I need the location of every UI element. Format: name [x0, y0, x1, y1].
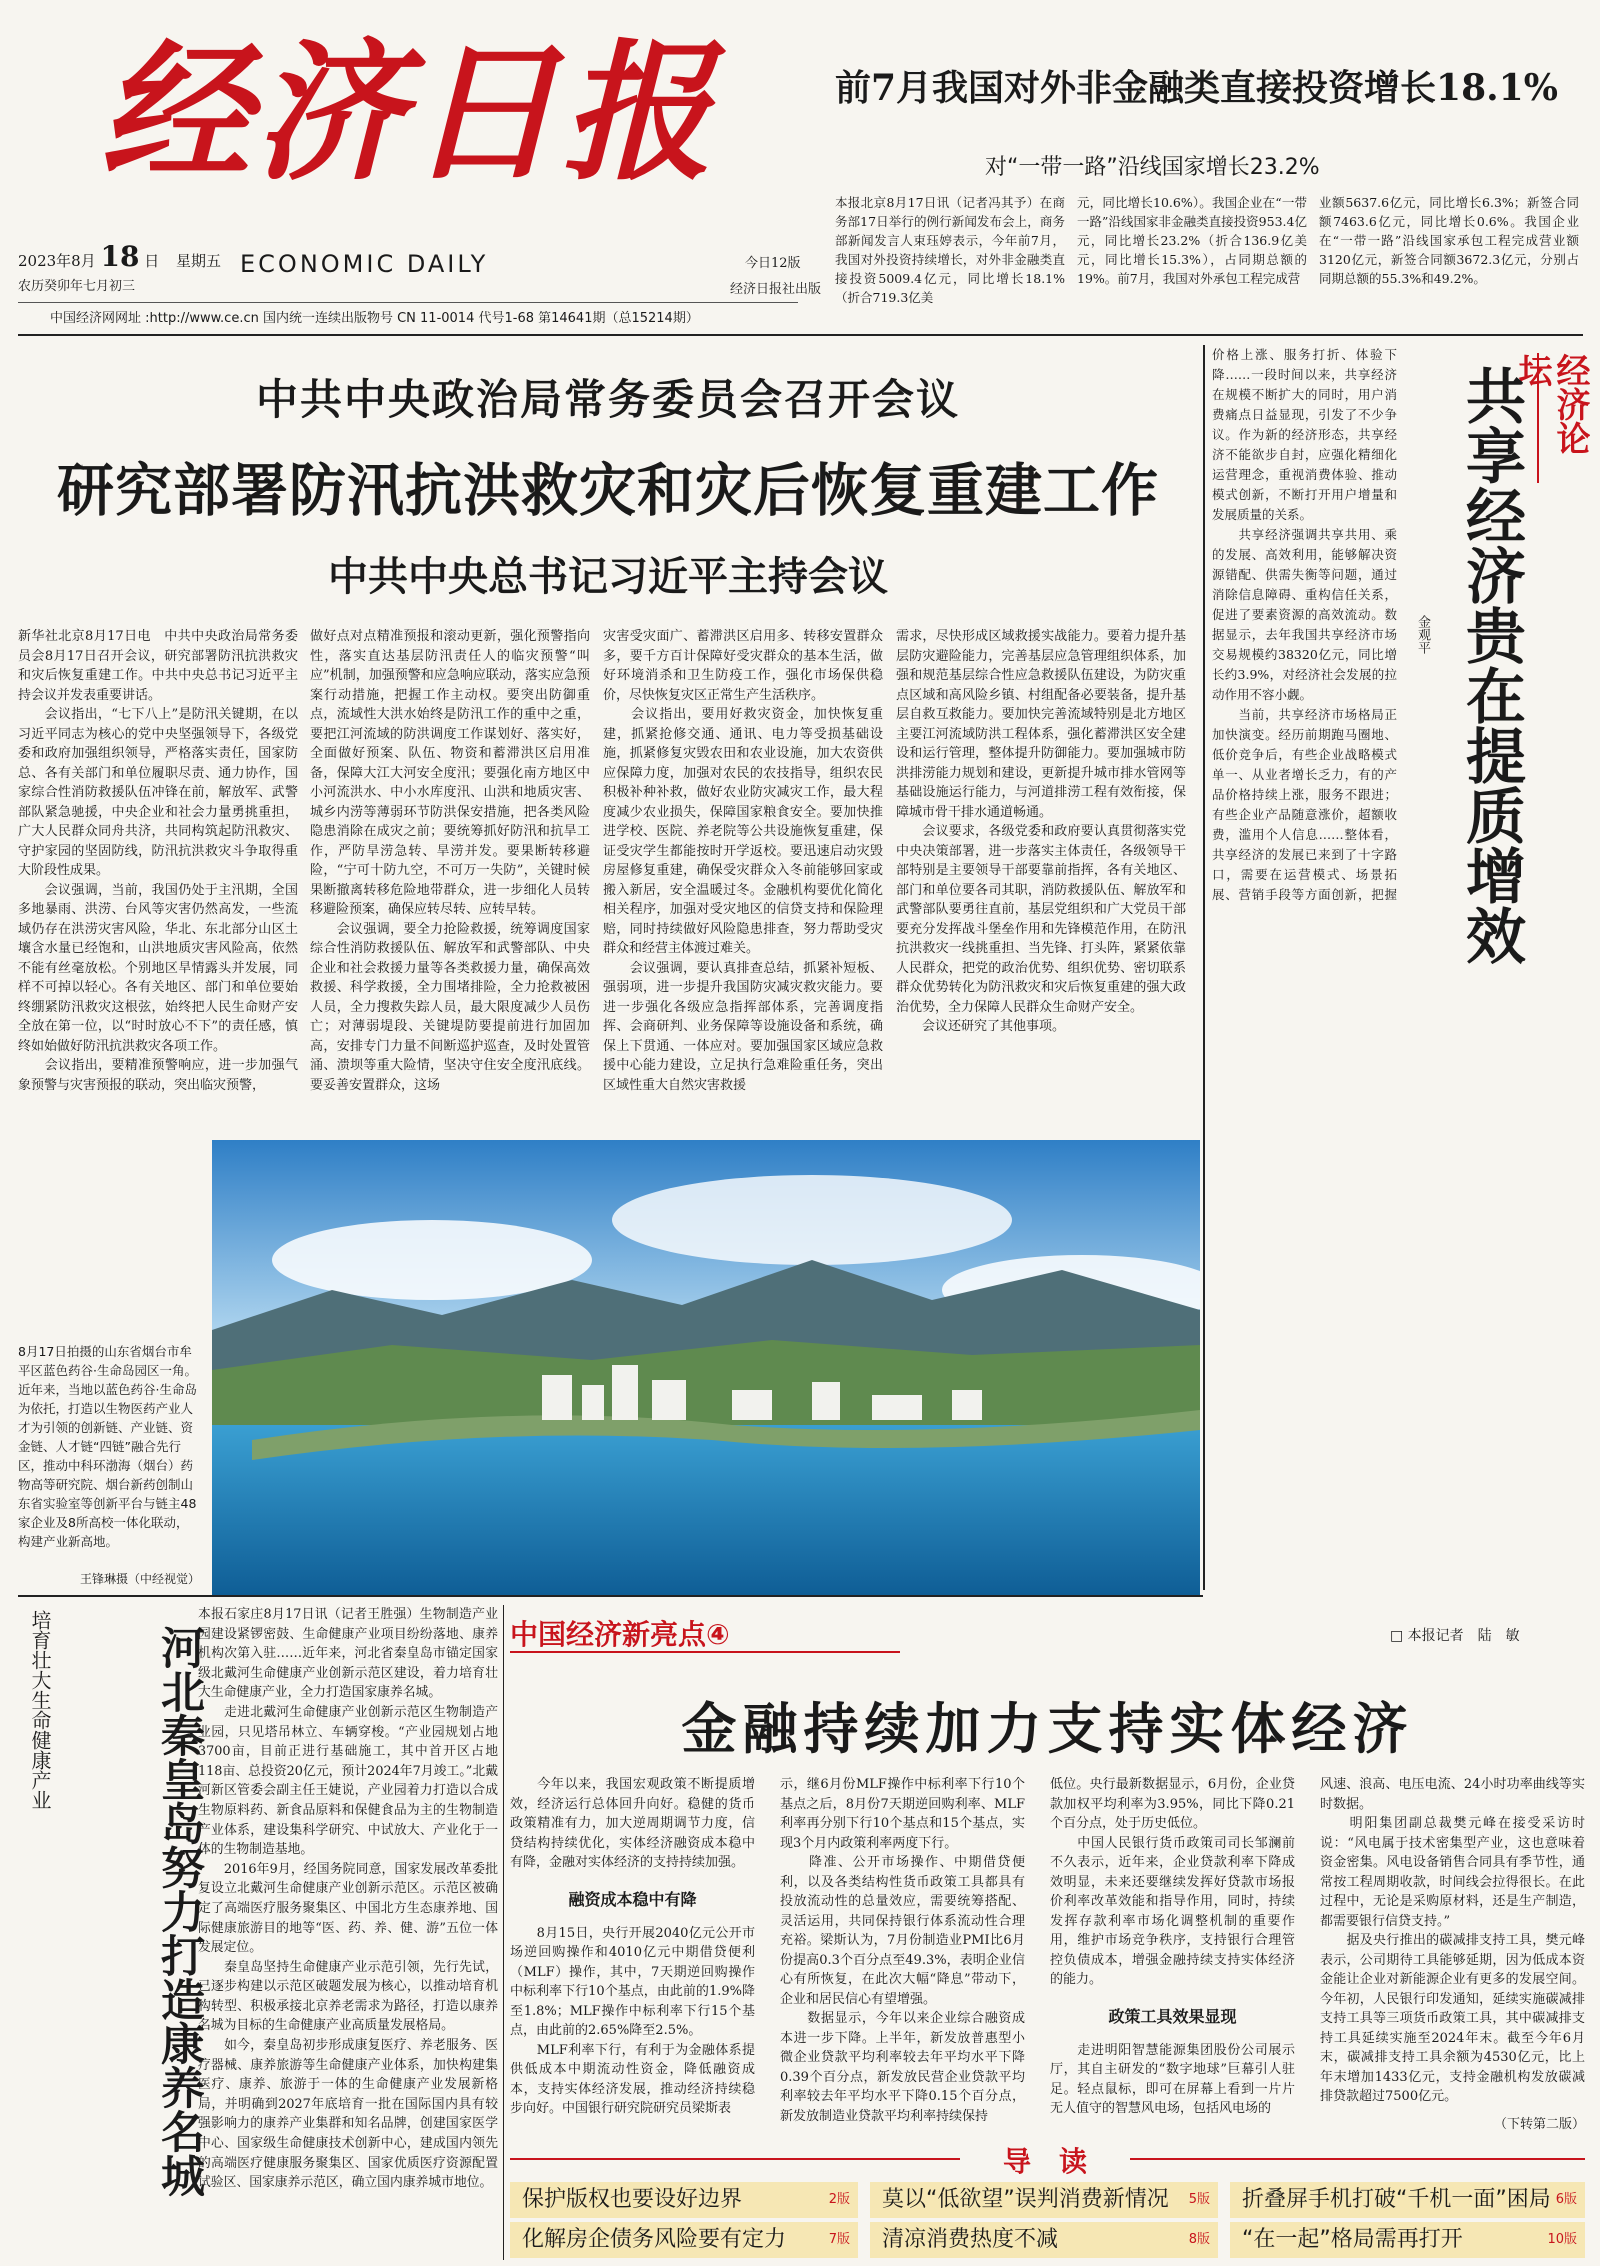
subhead-financing-cost: 融资成本稳中有降	[568, 1889, 697, 1909]
guide-item[interactable]: 化解房企债务风险要有定力 7版	[510, 2222, 858, 2258]
finance-col1: 今年以来，我国宏观政策不断提质增效，经济运行总体回升向好。稳健的货币政策精准有力，加大逆周期调节力度，信贷结构持续优化，实体经济融资成本稳中有降，金融对实体经济的支持持续加强。 融资成本稳中有降 8月15日，央行开展2040亿元公开市场逆回购操作和4010亿元中期借贷便利（MLF）操作，其中，7天期逆回购操作中标利率下行10个基点，由此前的1.9%降至1.8%；MLF操作中标利率下行15个基点，由此前的2.65%降至2.5%。 MLF利率下行，有利于为金融体系提供低成本中期流动性资金，降低融资成本，支持实体经济发展，推动经济持续稳步向好。中国银行研究院研究员梁斯表	[510, 1777, 755, 2116]
series-label	[510, 1613, 900, 1653]
lead-col4: 需求，尽快形成区域救援实战能力。要着力提升基层防灾避险能力，完善基层应急管理组织体系，加强和规范基层综合性应急救援队伍建设，为防灾重点区域和高风险乡镇、村组配备必要装备，提升基层自救互救能力。要加快完善流域特别是北方地区主要江河流域防洪工程体系，强化蓄滞洪区安全建设和运行管理，整体提升防御能力。要加强城市防洪排涝能力规划和建设，更新提升城市排水管网等基础设施运行能力，与河道排涝工程有效衔接，保障城市骨干排水通道畅通。 会议要求，各级党委和政府要认真贯彻落实党中央决策部署，进一步落实主体责任，各级领导干部特别是主要领导干部要靠前指挥，各有关地区、部门和单位要各司其职，消防救援队伍、解放军和武警部队要勇往直前，基层党组织和广大党员干部要充分发挥战斗堡垒作用和先锋模范作用，在防汛抗洪救灾一线挑重担、当先锋、打头阵，紧紧依靠人民群众，把党的政治优势、组织优势、密切联系群众优势转化为防汛救灾和灾后恢复重建的强大政治优势，全力保障人民群众生命财产安全。 会议还研究了其他事项。	[896, 629, 1186, 1034]
top-story	[835, 60, 1585, 320]
lead-subhead: 中共中央总书记习近平主持会议	[328, 553, 888, 600]
page-count: 今日12版	[745, 256, 801, 271]
guide-item[interactable]: 莫以“低欲望”误判消费新情况 5版	[870, 2182, 1218, 2218]
column-label: 经济论坛	[1537, 353, 1589, 483]
finance-col3: 低位。央行最新数据显示，6月份，企业贷款加权平均利率为3.95%，同比下降0.21个百分点，处于历史低位。 中国人民银行货币政策司司长邹澜前不久表示，近年来，企业贷款利率下降成效明显，未来还要继续发挥好贷款市场报价利率改革效能和指导作用，同时，持续发挥存款利率市场化调整机制的重要作用，维护市场竞争秩序，支持银行合理管控负债成本，增强金融持续支持实体经济的能力。 政策工具效果显现 走进明阳智慧能源集团股份公司展示厅，其自主研发的“数字地球”巨幕引人驻足。轻点鼠标，即可在屏幕上看到一片片无人值守的智慧风电场，包括风电场的	[1050, 1777, 1295, 2116]
lead-col3: 灾害受灾面广、蓄滞洪区启用多、转移安置群众多，要千方百计保障好受灾群众的基本生活，做好环境消杀和卫生防疫工作，强化市场保供稳价，尽快恢复灾区正常生产生活秩序。 会议指出，要用好救灾资金，加快恢复重建，抓紧抢修交通、通讯、电力等受损基础设施，抓紧修复灾毁农田和农业设施，加大农资供应保障力度，加强对农民的农技指导，组织农民积极补种补救，做好农业防灾减灾工作，最大程度减少农业损失，保障国家粮食安全。要加快推进学校、医院、养老院等公共设施恢复重建，保证受灾学生都能按时开学返校。要迅速启动灾毁房屋修复重建，确保受灾群众入冬前能够回家或搬入新居，安全温暖过冬。金融机构要优化简化相关程序，加强对受灾地区的信贷支持和保险理赔，同时持续做好风险隐患排查，努力帮助受灾群众和经营主体渡过难关。 会议强调，要认真排查总结，抓紧补短板、强弱项，进一步提升我国防灾减灾救灾能力。要进一步强化各级应急指挥部体系，完善调度指挥、会商研判、业务保障等设施设备和系统，确保上下贯通、一体应对。要加强国家区域应急救援中心能力建设，立足执行急难险重任务，突出区域性重大自然灾害救援	[603, 629, 883, 1093]
finance-col2: 示，继6月份MLF操作中标利率下行10个基点之后，8月份7天期逆回购利率、MLF利率再分别下行10个基点和15个基点，实现3个月内政策利率两度下行。 降准、公开市场操作、中期借贷便利，以及各类结构性货币政策工具都具有投放流动性的总量效应，需要统筹搭配、灵活运用，共同保持银行体系流动性合理充裕。梁斯认为，7月份制造业PMI比6月份提高0.3个百分点至49.3%，表明企业信心有所恢复，在此次大幅“降息”带动下，企业和居民信心有望增强。 数据显示，今年以来企业综合融资成本进一步下降。上半年，新发放普惠型小微企业贷款平均利率较去年平均水平下降0.39个百分点，新发放民营企业贷款平均利率较去年平均水平下降0.15个百分点，新发放制造业贷款平均利率持续保持	[780, 1777, 1025, 2124]
top-story-headline[interactable]: 前7月我国对外非金融类直接投资增长18.1%	[835, 67, 1558, 109]
lead-story	[18, 345, 1198, 1125]
top-story-subhead: 对“一带一路”沿线国家增长23.2%	[985, 155, 1320, 180]
guide-item[interactable]: “在一起”格局需再打开 10版	[1230, 2222, 1585, 2258]
finance-col4: 风速、浪高、电压电流、24小时功率曲线等实时数据。 明阳集团副总裁樊元峰在接受采访时说：“风电属于技术密集型产业，这也意味着资金密集。风电设备销售合同具有季节性，通常按工程周期收款，时间线会拉得很长。在此过程中，无论是采购原材料，还是生产制造，都需要银行信贷支持。” 据及央行推出的碳减排支持工具，樊元峰表示，公司期待工具能够延期，因为低成本资金能让企业对新能源企业有更多的发展空间。今年初，人民银行印发通知，延续实施碳减排支持工具等三项货币政策工具，其中碳减排支持工具延续实施至2024年末。截至今年6月末，碳减排支持工具余额为4530亿元，比上年末增加1433亿元，支持金融机构发放碳减排贷款超过7500亿元。 （下转第二版）	[1320, 1777, 1585, 2132]
commentary	[1212, 345, 1590, 1595]
guide-section	[510, 2140, 1585, 2260]
continued-note: （下转第二版）	[1493, 2117, 1585, 2132]
hebei-kicker: 培育壮大生命健康产业	[28, 1610, 52, 1810]
issue-date: 2023年8月 18 日 星期五	[18, 240, 222, 273]
top-story-col3: 业额5637.6亿元，同比增长6.3%；新签合同额7463.6亿元，同比增长0.6%。我国企业在“一带一路”沿线国家承包工程完成营业额3120亿元，新签合同额3672.3亿元，分别占同期总额的55.3%和49.2%。	[1319, 195, 1579, 286]
lunar-date: 农历癸卯年七月初三	[18, 279, 136, 294]
lead-col2: 做好点对点精准预报和滚动更新，强化预警指向性，落实直达基层防汛责任人的临灾预警“叫应”机制，加强预警和应急响应联动，落实应急预案行动措施，把握工作主动权。要突出防御重点，流域性大洪水始终是防汛工作的重中之重，要把江河流域的防洪调度工作谋划好、落实好，全面做好预案、队伍、物资和蓄滞洪区启用准备，保障大江大河安全度汛；要强化南方地区中小河流洪水、中小水库度汛、山洪和地质灾害、城乡内涝等薄弱环节防洪保安措施，把各类风险隐患消除在成灾之前；要统筹抓好防汛和抗旱工作，严防旱涝急转、旱涝并发。要果断转移避险，“宁可十防九空，不可万一失防”，关键时候果断撤离转移危险地带群众，进一步细化人员转移避险预案，确保应转尽转、应转早转。 会议强调，要全力抢险救援，统筹调度国家综合性消防救援队伍、解放军和武警部队、中央企业和社会救援力量等各类救援力量，确保高效救援、科学救援，全力围堵排险，全力抢救被困人员，全力搜救失踪人员，最大限度减少人员伤亡；对薄弱堤段、关键堤防要提前进行加固加高，安排专门力量不间断巡护巡查，及时处置管涌、溃坝等重大险情，坚决守住安全度汛底线。要妥善安置群众，这场	[310, 629, 590, 1093]
english-name: ECONOMIC DAILY	[240, 250, 489, 278]
info-line: 中国经济网网址 :http://www.ce.cn 国内统一连续出版物号 CN 11-0014 代号1-68 第14641期（总15214期）	[50, 311, 699, 326]
publisher: 经济日报社出版	[730, 282, 822, 297]
top-story-col2: 元，同比增长10.6%）。我国企业在“一带一路”沿线国家非金融类直接投资953.4亿元，同比增长23.2%（折合136.9亿美元，同比增长15.3%），占同期总额的19%。前7月，我国对外承包工程完成营	[1077, 195, 1307, 286]
finance-headline[interactable]: 金融持续加力支持实体经济	[681, 1696, 1414, 1761]
commentary-author: 金观平	[1415, 615, 1430, 654]
series-label-text: 中国经济新亮点④	[510, 1618, 730, 1651]
finance-byline: □ 本报记者 陆 敏	[1390, 1628, 1520, 1644]
hebei-body: 本报石家庄8月17日讯（记者王胜强）生物制造产业园建设紧锣密鼓、生命健康产业项目纷纷落地、康养机构次第入驻……近年来，河北省秦皇岛市锚定国家级北戴河生命健康产业创新示范区建设，着力培育壮大生命健康产业，全力打造国家康养名城。 走进北戴河生命健康产业创新示范区生物制造产业园，只见塔吊林立、车辆穿梭。“产业园规划占地3700亩，目前正进行基础施工，其中首开区占地118亩、总投资20亿元，预计2024年7月竣工。”北戴河新区管委会副主任王婕说，产业园着力打造以合成生物原料药、新食品原料和保健食品为主的生物制造产业体系，建设集科学研究、中试放大、产业化于一体的生物制造基地。 2016年9月，经国务院同意，国家发展改革委批复设立北戴河生命健康产业创新示范区。示范区被确定了高端医疗服务聚集区、中国北方生态康养地、国际健康旅游目的地等“医、药、养、健、游”五位一体发展定位。 秦皇岛坚持生命健康产业示范引领，先行先试，已逐步构建以示范区破题发展为核心，以推动培育机构转型、积极承接北京养老需求为路径，打造以康养名城为目标的生命健康产业高质量发展格局。 如今，秦皇岛初步形成康复医疗、养老服务、医疗器械、康养旅游等生命健康产业体系，加快构建集医疗、康养、旅游于一体的生命健康产业发展新格局，并明确到2027年底培育一批在国际国内具有较强影响力的康养产业集群和知名品牌，创建国家医学中心、国家级生命健康技术创新中心，建成国内领先的高端医疗健康服务聚集区、国家优质医疗资源配置试验区、国家康养示范区，确立国内康养城市地位。	[198, 1607, 498, 2191]
masthead-title: 经济日报	[100, 25, 717, 201]
commentary-body-top: 价格上涨、服务打折、体验下降……一段时间以来，共享经济在规模不断扩大的同时，用户消费痛点日益显现，引发了不少争议。作为新的经济形态，共享经济不能欲步自封，应强化精细化运营理念，重视消费体验、推动模式创新，不断打开用户增量和发展质量的关系。 共享经济强调共享共用、乘的发展、高效利用，能够解决资源错配、供需失衡等问题，通过消除信息障碍、重构信任关系，促进了要素资源的高效流动。数据显示，去年我国共享经济市场交易规模约38320亿元，同比增长约3.9%，对经济社会发展的拉动作用不容小觑。 当前，共享经济市场格局正加快演变。经历前期跑马圈地、低价竞争后，有些企业战略模式单一、从业者增长乏力，有的产品价格持续上涨，服务不跟进；有些企业产品随意涨价，超额收费，滥用个人信息……整体看，共享经济的发展已来到了十字路口，需要在运营模式、场景拓展、营销手段等方面创新，把握	[1212, 347, 1397, 902]
guide-item[interactable]: 折叠屏手机打破“千机一面”困局 6版	[1230, 2182, 1585, 2218]
landscape-photo	[212, 1140, 1200, 1595]
photo-caption: 8月17日拍摄的山东省烟台市牟平区蓝色药谷·生命岛园区一角。近年来，当地以蓝色药谷·生命岛为依托，打造以生物医药产业人才为引领的创新链、产业链、资金链、人才链“四链”融合先行区，推动中科环渤海（烟台）药物高等研究院、烟台新药创制山东省实验室等创新平台与链主48家企业及8所高校一体化联动，构建产业新高地。	[18, 1344, 197, 1549]
news-photo	[212, 1140, 1200, 1595]
photo-caption-block	[18, 1130, 208, 1590]
subhead-policy-tools: 政策工具效果显现	[1108, 2006, 1237, 2026]
hebei-headline[interactable]: 河北秦皇岛努力打造康养名城	[153, 1625, 204, 2197]
lead-col1: 新华社北京8月17日电 中共中央政治局常务委员会8月17日召开会议，研究部署防汛抗洪救灾和灾后恢复重建工作。中共中央总书记习近平主持会议并发表重要讲话。 会议指出，“七下八上”是防汛关键期，在以习近平同志为核心的党中央坚强领导下，各级党委和政府加强组织领导，严格落实责任，国家防总、各有关部门和单位履职尽责、通力协作，国家综合性消防救援队伍冲锋在前，解放军、武警部队紧急驰援，中央企业和社会力量勇挑重担，广大人民群众同舟共济，共同构筑起防汛救灾、守护家园的坚固防线，防汛抗洪救灾斗争取得重大阶段性成果。 会议强调，当前，我国仍处于主汛期，全国多地暴雨、洪涝、台风等灾害仍然高发，一些流域仍存在洪涝灾害风险，华北、东北部分山区土壤含水量已经饱和，山洪地质灾害风险高，依然不能有丝毫放松。个别地区旱情露头并发展，同样不可掉以轻心。各有关地区、部门和单位要始终绷紧防汛救灾这根弦，始终把人民生命财产安全放在第一位，以“时时放心不下”的责任感，慎终如始做好防汛抗洪救灾各项工作。 会议指出，要精准预警响应，进一步加强气象预警与灾害预报的联动，突出临灾预警，	[18, 629, 298, 1093]
issue-day: 18	[100, 240, 140, 273]
commentary-headline[interactable]: 共享经济贵在提质增效	[1456, 365, 1526, 965]
lead-headline[interactable]: 研究部署防汛抗洪救灾和灾后恢复重建工作	[57, 457, 1159, 524]
guide-item[interactable]: 保护版权也要设好边界 2版	[510, 2182, 858, 2218]
hebei-story	[18, 1605, 498, 2265]
photo-credit: 王锋琳摄（中经视觉）	[79, 1572, 200, 1586]
commentary-body-bottom	[1212, 905, 1587, 1590]
finance-story	[510, 1605, 1585, 2135]
guide-item[interactable]: 清凉消费热度不减 8版	[870, 2222, 1218, 2258]
top-story-col1: 本报北京8月17日讯（记者冯其予）在商务部17日举行的例行新闻发布会上，商务部新闻发言人束珏婷表示，今年前7月，我国对外投资持续增长，对外非金融类直接投资5009.4亿元，同比增长18.1%（折合719.3亿美	[835, 195, 1065, 305]
guide-title: 导 读	[960, 2140, 1130, 2180]
lead-kicker: 中共中央政治局常务委员会召开会议	[255, 375, 960, 424]
